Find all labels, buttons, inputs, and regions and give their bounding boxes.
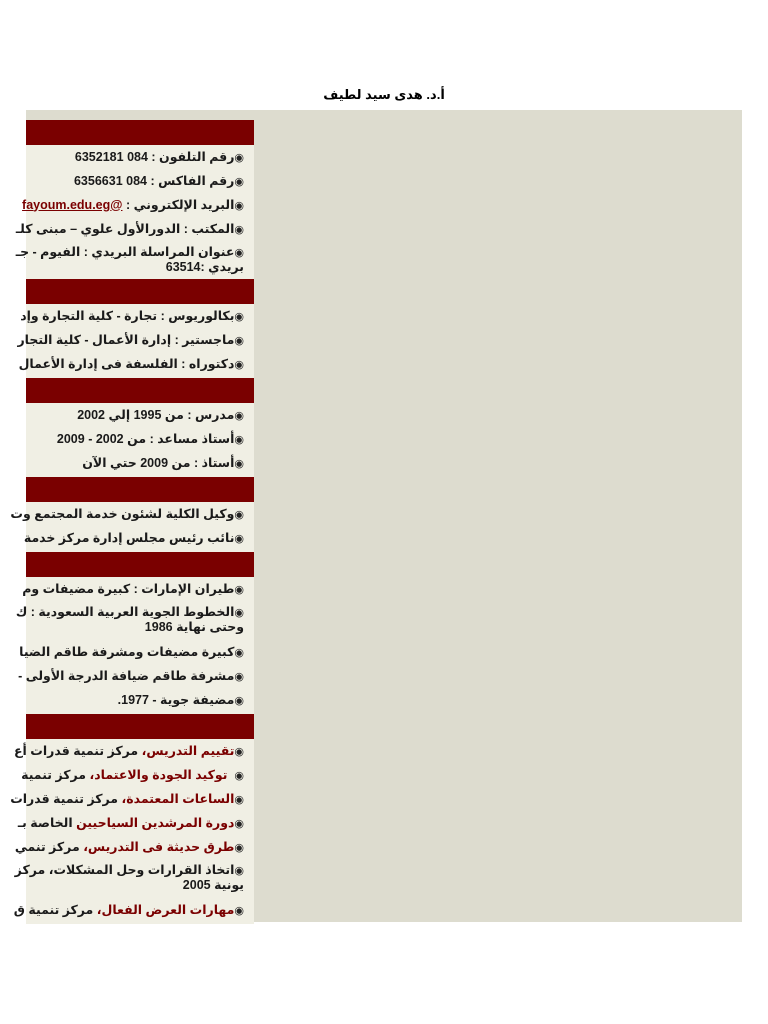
bullet-icon: ◉ (234, 310, 244, 323)
experience-item: ◉طيران الإمارات : كبيرة مضيفات وم (22, 581, 244, 596)
training-item: ◉اتخاذ القرارات وحل المشكلات، مركز يونية 2005 (14, 863, 244, 892)
section-body-training (10, 739, 254, 924)
training-item: ◉الساعات المعتمدة، مركز تنمية قدرات (10, 791, 244, 806)
address-label: عنوان المراسلة البريدي : (83, 245, 235, 259)
bullet-icon: ◉ (234, 769, 244, 782)
training-item: ◉تقييم التدريس، مركز تنمية قدرات أع (14, 743, 244, 758)
bullet-icon: ◉ (234, 670, 244, 683)
section-body-experience (15, 577, 254, 714)
fax-value: 084 6356631 (73, 173, 147, 188)
address-line2: بريدي :63514 (165, 260, 244, 274)
bullet-icon: ◉ (234, 508, 244, 521)
bullet-icon: ◉ (234, 694, 244, 707)
experience-item: ◉مضيفة جوية - 1977. (117, 692, 244, 707)
training-item: ◉دورة المرشدين السياحيين الخاصة بـ (17, 815, 244, 830)
email-item (22, 197, 254, 213)
bullet-icon: ◉ (234, 817, 244, 830)
office-item (15, 221, 254, 237)
bullet-icon: ◉ (234, 199, 244, 212)
experience-item: ◉كبيرة مضيفات ومشرفة طاقم الضيا (19, 644, 244, 659)
section-header-positions (26, 378, 254, 403)
section-experience (15, 552, 254, 714)
experience-item: ◉مشرفة طاقم ضيافة الدرجة الأولى - (18, 668, 244, 683)
email-label: البريد الإلكتروني : (125, 197, 235, 212)
education-item: ◉ماجستير : إدارة الأعمال - كلية التجار (17, 332, 244, 347)
phone-item (26, 150, 254, 165)
section-training (10, 714, 254, 924)
admin-item: ◉وكيل الكلية لشئون خدمة المجتمع وت (10, 506, 244, 521)
admin-item: ◉نائب رئيس مجلس إدارة مركز خدمة (23, 530, 244, 545)
address-item (15, 245, 254, 274)
section-positions (26, 378, 254, 477)
bullet-icon: ◉ (234, 583, 244, 596)
bullet-icon: ◉ (234, 358, 244, 371)
bullet-icon: ◉ (234, 532, 244, 545)
bullet-icon: ◉ (234, 841, 244, 854)
section-header-training (26, 714, 254, 739)
bullet-icon: ◉ (234, 223, 244, 236)
experience-item: ◉الخطوط الجوية العربية السعودية : ك وحتى نهاية 1986 (15, 605, 244, 634)
section-body-positions (26, 403, 254, 477)
bullet-icon: ◉ (234, 745, 244, 758)
info-column (10, 120, 254, 917)
section-body-education (17, 304, 254, 378)
section-header-contact (26, 120, 254, 145)
section-header-experience (26, 552, 254, 577)
bullet-icon: ◉ (234, 175, 244, 188)
training-item: ◉طرق حديثة فى التدريس، مركز تنمي (14, 839, 244, 854)
section-header-admin (26, 477, 254, 502)
section-admin (10, 477, 254, 552)
section-header-education (26, 279, 254, 304)
training-item: ◉مهارات العرض الفعال، مركز تنمية ق (13, 902, 244, 917)
section-body-admin (10, 502, 254, 552)
bullet-icon: ◉ (234, 793, 244, 806)
bullet-icon: ◉ (234, 457, 244, 470)
bullet-icon: ◉ (234, 646, 244, 659)
address-value: الفيوم - جـ (15, 245, 81, 259)
email-link[interactable]: @fayoum.edu.eg (22, 197, 123, 212)
bullet-icon: ◉ (234, 904, 244, 917)
phone-value: 084 6352181 (74, 149, 148, 164)
section-contact (15, 120, 254, 279)
training-item: ◉ توكيد الجودة والاعتماد، مركز تنمية (21, 767, 244, 782)
content-panel (10, 110, 742, 922)
education-item: ◉دكتوراه : الفلسفة فى إدارة الأعمال (18, 356, 244, 371)
office-label: المكتب : (183, 221, 235, 236)
education-item: ◉بكالوريوس : تجارة - كلية التجارة وإد (20, 308, 244, 323)
bullet-icon: ◉ (234, 433, 244, 446)
section-body-contact (15, 145, 254, 279)
section-education (17, 279, 254, 378)
bullet-icon: ◉ (234, 151, 244, 164)
page-title: أ.د. هدى سيد لطيف (323, 87, 445, 102)
fax-item (26, 174, 254, 189)
bullet-icon: ◉ (234, 334, 244, 347)
phone-label: رقم التلفون : (151, 149, 235, 164)
position-item: ◉أستاذ : من 2009 حتي الآن (82, 455, 244, 470)
bullet-icon: ◉ (234, 865, 244, 877)
bullet-icon: ◉ (234, 247, 244, 259)
position-item: ◉مدرس : من 1995 إلي 2002 (77, 407, 244, 422)
office-value: الدورالأول علوي – مبنى كلـ (15, 221, 181, 236)
bullet-icon: ◉ (234, 607, 244, 619)
position-item: ◉أستاذ مساعد : من 2002 - 2009 (56, 431, 244, 446)
fax-label: رقم الفاكس : (150, 173, 235, 188)
bullet-icon: ◉ (234, 409, 244, 422)
